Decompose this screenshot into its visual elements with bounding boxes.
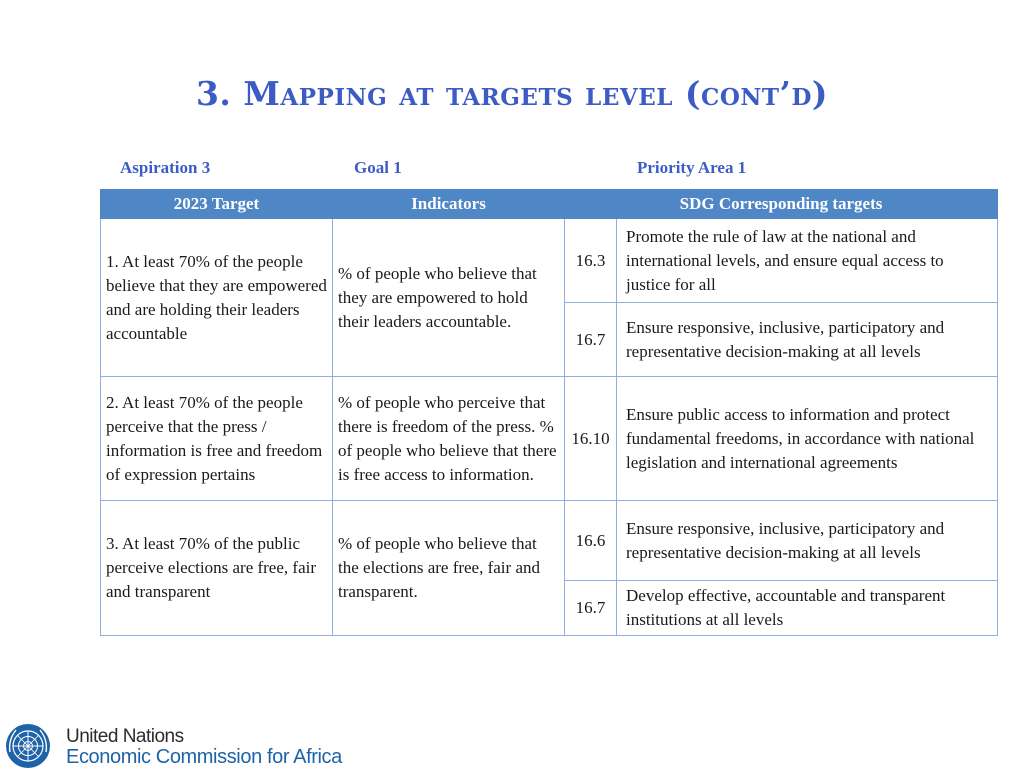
header-target: 2023 Target [101,190,333,219]
priority-area-label: Priority Area 1 [637,158,747,177]
aspiration-label: Aspiration 3 [120,158,211,177]
table-row [101,501,998,581]
sdg-code: 16.7 [565,303,617,377]
sdg-text: Develop effective, accountable and transparent institutions at all levels [617,581,998,636]
logo-line-commission: Economic Commission for Africa [66,746,342,768]
sdg-text: Promote the rule of law at the national and international levels, and ensure equal access to justice for all [617,219,998,303]
header-indicators: Indicators [333,190,565,219]
logo-line-united-nations: United Nations [66,726,184,747]
targets-mapping-table [100,189,998,636]
sdg-text: Ensure responsive, inclusive, participatory and representative decision-making at all levels [617,501,998,581]
indicator-cell: % of people who believe that the elections are free, fair and transparent. [333,501,565,636]
target-cell: 2. At least 70% of the people perceive that the press / information is free and freedom of expression pertains [101,377,333,501]
sdg-code: 16.6 [565,501,617,581]
sdg-code: 16.10 [565,377,617,501]
header-sdg: SDG Corresponding targets [565,190,998,219]
indicator-cell: % of people who perceive that there is freedom of the press. % of people who believe that there is free access to information. [333,377,565,501]
slide-title: 3. Mapping at targets level (cont’d) [195,74,829,113]
table-row [101,219,998,303]
goal-label: Goal 1 [354,158,402,177]
sdg-code: 16.7 [565,581,617,636]
un-emblem-icon [4,722,52,770]
meta-row [0,158,1024,180]
table-row [101,377,998,501]
indicator-cell: % of people who believe that they are empowered to hold their leaders accountable. [333,219,565,377]
target-cell: 1. At least 70% of the people believe that they are empowered and are holding their leaders accountable [101,219,333,377]
target-cell: 3. At least 70% of the public perceive elections are free, fair and transparent [101,501,333,636]
sdg-text: Ensure responsive, inclusive, participatory and representative decision-making at all levels [617,303,998,377]
sdg-text: Ensure public access to information and protect fundamental freedoms, in accordance with national legislation and international agreements [617,377,998,501]
sdg-code: 16.3 [565,219,617,303]
table-header-row [101,190,998,219]
uneca-logo [4,716,344,768]
